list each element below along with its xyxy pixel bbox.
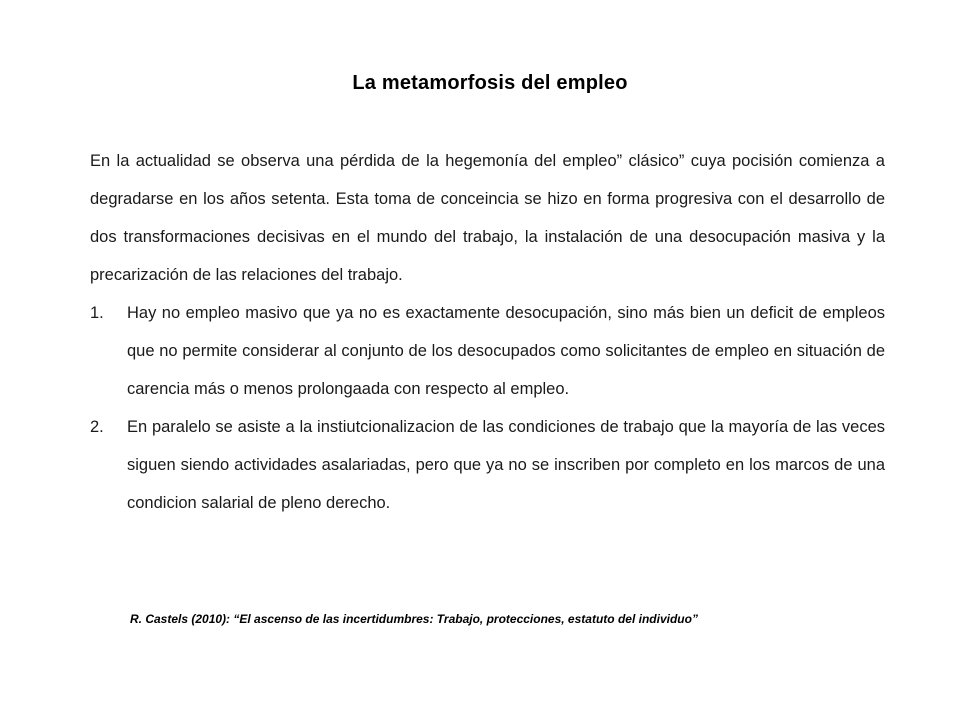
list-item [90,294,885,408]
body-text [90,142,885,522]
numbered-list [90,294,885,522]
list-item-number: 1. [90,304,104,322]
citation: R. Castels (2010): “El ascenso de las incertidumbres: Trabajo, protecciones, estatuto del individuo” [130,612,698,626]
list-item-text: En paralelo se asiste a la instiutcionalizacion de las condiciones de trabajo que la mayoría de las veces siguen siendo actividades asalariadas, pero que ya no se inscriben por completo en los marcos de una condicion salarial de pleno derecho. [127,418,885,512]
list-item [90,408,885,522]
page-title: La metamorfosis del empleo [352,72,628,94]
intro-paragraph: En la actualidad se observa una pérdida de la hegemonía del empleo” clásico” cuya pocisión comienza a degradarse en los años setenta. Esta toma de conceincia se hizo en forma progresiva con el desarrollo de dos transformaciones decisivas en el mundo del trabajo, la instalación de una desocupación masiva y la precarización de las relaciones del trabajo. [90,152,885,284]
list-item-text: Hay no empleo masivo que ya no es exactamente desocupación, sino más bien un deficit de empleos que no permite considerar al conjunto de los desocupados como solicitantes de empleo en situación de carencia más o menos prolongaada con respecto al empleo. [127,304,885,398]
list-item-number: 2. [90,418,104,436]
